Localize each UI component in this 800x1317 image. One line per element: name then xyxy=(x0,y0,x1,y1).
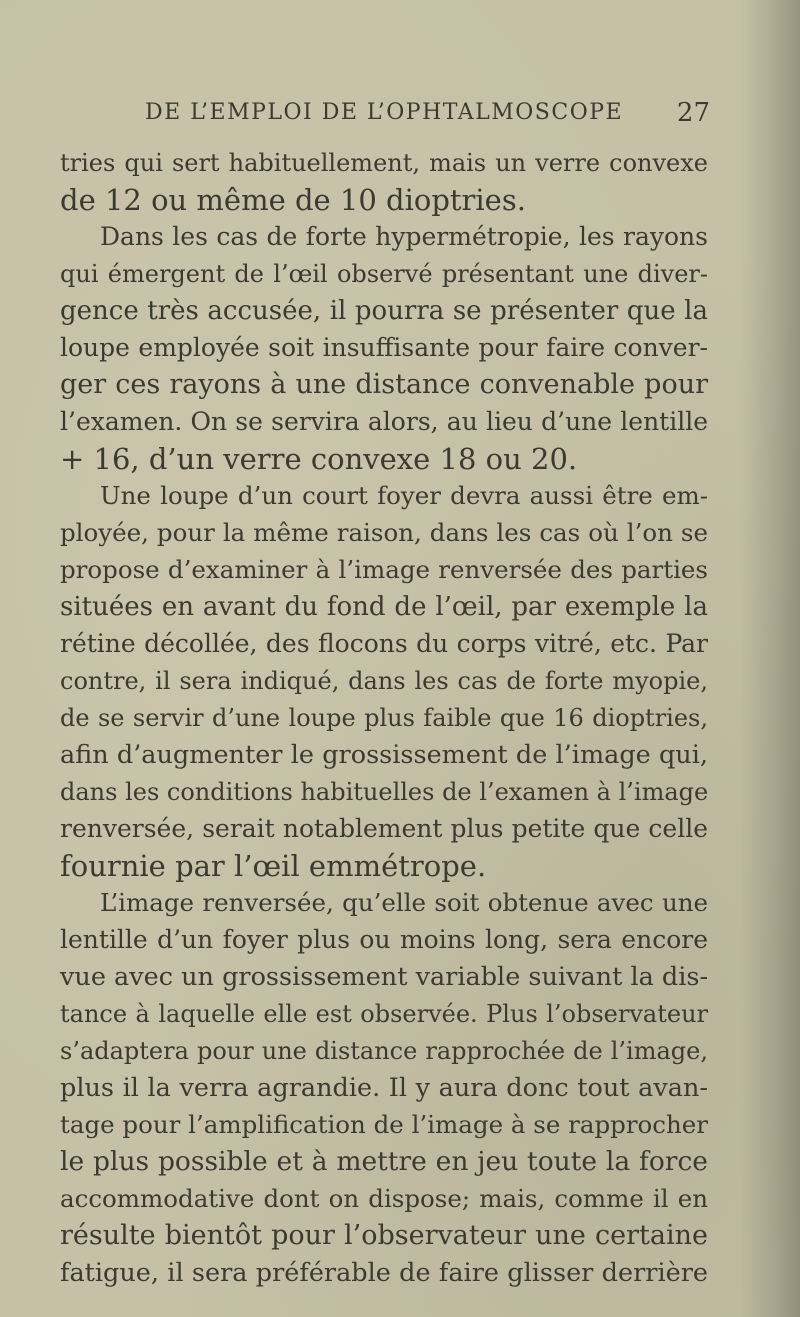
text-line: résulte bientôt pour l’observateur une certaine xyxy=(60,1220,708,1251)
text-line: de se servir d’une loupe plus faible que 16 dioptries, xyxy=(60,704,708,732)
text-line: tries qui sert habituellement, mais un verre convexe xyxy=(60,149,708,177)
text-line: fatigue, il sera préférable de faire glisser derrière xyxy=(60,1258,708,1288)
text-line: contre, il sera indiqué, dans les cas de forte myopie, xyxy=(60,667,708,695)
text-line: gence très accusée, il pourra se présenter que la xyxy=(60,296,708,326)
text-line: qui émergent de l’œil observé présentant une diver- xyxy=(60,260,708,288)
text-line: lentille d’un foyer plus ou moins long, sera encore xyxy=(60,925,708,954)
text-line: Dans les cas de forte hypermétropie, les rayons xyxy=(100,222,708,251)
text-line: de 12 ou même de 10 dioptries. xyxy=(60,183,526,217)
text-line: propose d’examiner à l’image renversée des parties xyxy=(60,555,708,584)
text-line: situées en avant du fond de l’œil, par exemple la xyxy=(60,592,708,622)
text-line: ployée, pour la même raison, dans les cas où l’on se xyxy=(60,518,708,547)
running-title: DE L’EMPLOI DE L’OPHTALMOSCOPE xyxy=(145,100,624,125)
text-line: le plus possible et à mettre en jeu toute la force xyxy=(60,1146,708,1177)
text-line: afin d’augmenter le grossissement de l’image qui, xyxy=(60,740,708,770)
text-line: L’image renversée, qu’elle soit obtenue avec une xyxy=(100,888,708,917)
running-head xyxy=(145,100,710,132)
text-line: s’adaptera pour une distance rapprochée de l’image, xyxy=(60,1037,708,1065)
text-line: renversée, serait notablement plus petite que celle xyxy=(60,814,708,843)
text-line: plus il la verra agrandie. Il y aura donc tout avan- xyxy=(60,1073,708,1103)
text-line: dans les conditions habituelles de l’examen à l’image xyxy=(60,778,709,806)
page-number: 27 xyxy=(676,98,710,128)
text-line: tance à laquelle elle est observée. Plus l’observateur xyxy=(60,1000,708,1028)
text-line: tage pour l’amplification de l’image à se rapprocher xyxy=(60,1110,708,1139)
page-edge-shadow xyxy=(740,0,800,1317)
text-line: Une loupe d’un court foyer devra aussi être em- xyxy=(100,481,708,510)
text-line: fournie par l’œil emmétrope. xyxy=(60,849,487,883)
text-line: rétine décollée, des flocons du corps vitré, etc. Par xyxy=(60,629,708,658)
text-line: + 16, d’un verre convexe 18 ou 20. xyxy=(60,442,578,476)
text-line: loupe employée soit insuffisante pour faire conver- xyxy=(60,333,708,362)
text-line: l’examen. On se servira alors, au lieu d’une lentille xyxy=(60,407,708,436)
text-line: ger ces rayons à une distance convenable pour xyxy=(60,369,708,400)
text-line: accommodative dont on dispose; mais, comme il en xyxy=(60,1184,708,1213)
text-line: vue avec un grossissement variable suivant la dis- xyxy=(60,962,709,992)
